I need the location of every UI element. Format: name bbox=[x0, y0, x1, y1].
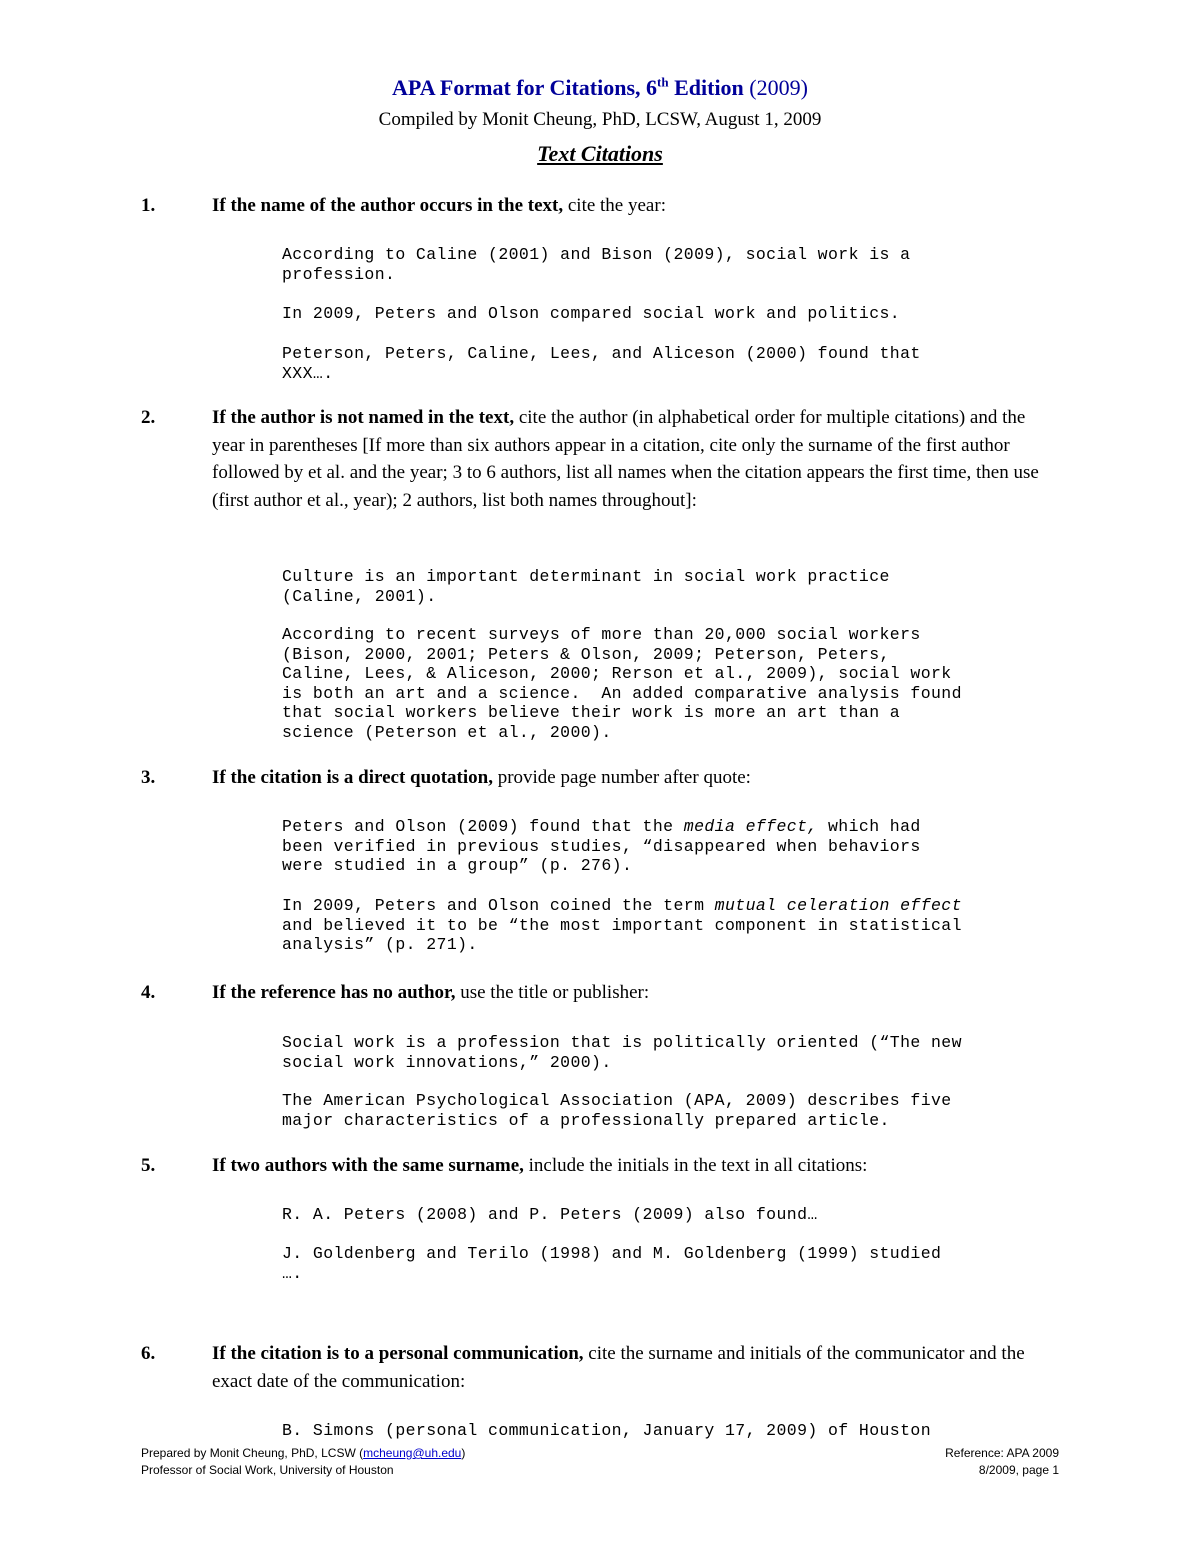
rule-text bbox=[212, 192, 1062, 220]
example-citation bbox=[282, 896, 1072, 955]
footer-text: ) bbox=[461, 1446, 466, 1460]
footer-reference: Reference: APA 2009 bbox=[945, 1446, 1059, 1460]
rule-heading: If the name of the author occurs in the text, bbox=[212, 195, 564, 216]
rule-number: 5. bbox=[141, 1155, 156, 1176]
example-citation: Social work is a profession that is politically oriented (“The new social work innovations,” 2000). bbox=[282, 1033, 962, 1072]
footer-affiliation: Professor of Social Work, University of Houston bbox=[141, 1463, 394, 1477]
title-edition: Edition bbox=[668, 75, 744, 100]
rule-number: 6. bbox=[141, 1343, 156, 1364]
example-citation: According to recent surveys of more than 20,000 social workers (Bison, 2000, 2001; Peters & Olson, 2009; Peterson, Peters, Caline, Lees, & Aliceson, 2000; Rerson et al., 2009), social work is both an art and a science. An added comparative analysis found that social workers believe their work is more an art than a science (Peterson et al., 2000). bbox=[282, 625, 962, 742]
rule-heading: If the reference has no author, bbox=[212, 982, 456, 1003]
example-text: Peters and Olson (2009) found that the bbox=[282, 817, 684, 836]
rule-text bbox=[212, 979, 1062, 1007]
rule-number: 3. bbox=[141, 767, 156, 788]
rule-number: 1. bbox=[141, 195, 156, 216]
email-link[interactable]: mcheung@uh.edu bbox=[363, 1446, 462, 1460]
rule-text bbox=[212, 404, 1062, 514]
footer-left bbox=[141, 1445, 465, 1479]
rule-text bbox=[212, 1152, 1062, 1180]
compiled-by-line: Compiled by Monit Cheung, PhD, LCSW, August 1, 2009 bbox=[378, 109, 822, 130]
footer-right bbox=[945, 1445, 1059, 1479]
example-italic-term: media effect, bbox=[683, 817, 818, 836]
section-title: Text Citations bbox=[537, 141, 663, 166]
example-citation: In 2009, Peters and Olson compared social work and politics. bbox=[282, 304, 901, 323]
rule-description: include the initials in the text in all citations: bbox=[523, 1155, 868, 1176]
example-text: which had been verified in previous studies, “disappeared when behaviors were studied in a group” (p. 276). bbox=[282, 817, 921, 875]
footer-page-number: 8/2009, page 1 bbox=[978, 1463, 1059, 1477]
example-citation: B. Simons (personal communication, January 17, 2009) of Houston bbox=[282, 1421, 932, 1440]
rule-description: cite the surname and initials of the communicator and the exact date of the communication: bbox=[212, 1343, 1025, 1392]
rule-heading: If the citation is a direct quotation, bbox=[212, 767, 493, 788]
example-text: In 2009, Peters and Olson coined the term bbox=[282, 896, 715, 915]
rule-text bbox=[212, 764, 1062, 792]
title-year: (2009) bbox=[743, 75, 808, 100]
document-header bbox=[0, 70, 1200, 174]
example-text: and believed it to be “the most important component in statistical analysis” (p. 271). bbox=[282, 915, 962, 954]
document-title bbox=[0, 70, 1200, 106]
example-citation: Culture is an important determinant in social work practice (Caline, 2001). bbox=[282, 567, 890, 606]
rule-description: provide page number after quote: bbox=[492, 767, 751, 788]
rule-number: 2. bbox=[141, 407, 156, 428]
title-main: APA Format for Citations, 6 bbox=[392, 75, 658, 100]
title-superscript: th bbox=[657, 74, 669, 90]
example-citation: Peterson, Peters, Caline, Lees, and Aliceson (2000) found that XXX…. bbox=[282, 344, 921, 383]
example-citation: J. Goldenberg and Terilo (1998) and M. Goldenberg (1999) studied …. bbox=[282, 1244, 942, 1283]
example-citation bbox=[282, 817, 1072, 876]
rule-description: cite the author (in alphabetical order for multiple citations) and the year in parentheses [If more than six authors appear in a citation, cite only the surname of the first author followed by et al. and the year; 3 to 6 authors, list all names when the citation appears the first time, then use (first author et al., year); 2 authors, list both names throughout]: bbox=[212, 407, 1039, 511]
example-citation: According to Caline (2001) and Bison (2009), social work is a profession. bbox=[282, 245, 911, 284]
rule-heading: If the citation is to a personal communication, bbox=[212, 1343, 584, 1364]
example-citation: The American Psychological Association (APA, 2009) describes five major characteristics of a professionally prepared article. bbox=[282, 1091, 952, 1130]
example-citation: R. A. Peters (2008) and P. Peters (2009) also found… bbox=[282, 1205, 818, 1224]
example-italic-term: mutual celeration effect bbox=[714, 896, 962, 915]
footer-prepared-by bbox=[141, 1445, 465, 1462]
rule-description: use the title or publisher: bbox=[455, 982, 650, 1003]
rule-number: 4. bbox=[141, 982, 156, 1003]
rule-heading: If two authors with the same surname, bbox=[212, 1155, 524, 1176]
rule-description: cite the year: bbox=[563, 195, 666, 216]
rule-heading: If the author is not named in the text, bbox=[212, 407, 515, 428]
footer-text: Prepared by Monit Cheung, PhD, LCSW ( bbox=[141, 1446, 364, 1460]
rule-text bbox=[212, 1340, 1062, 1395]
